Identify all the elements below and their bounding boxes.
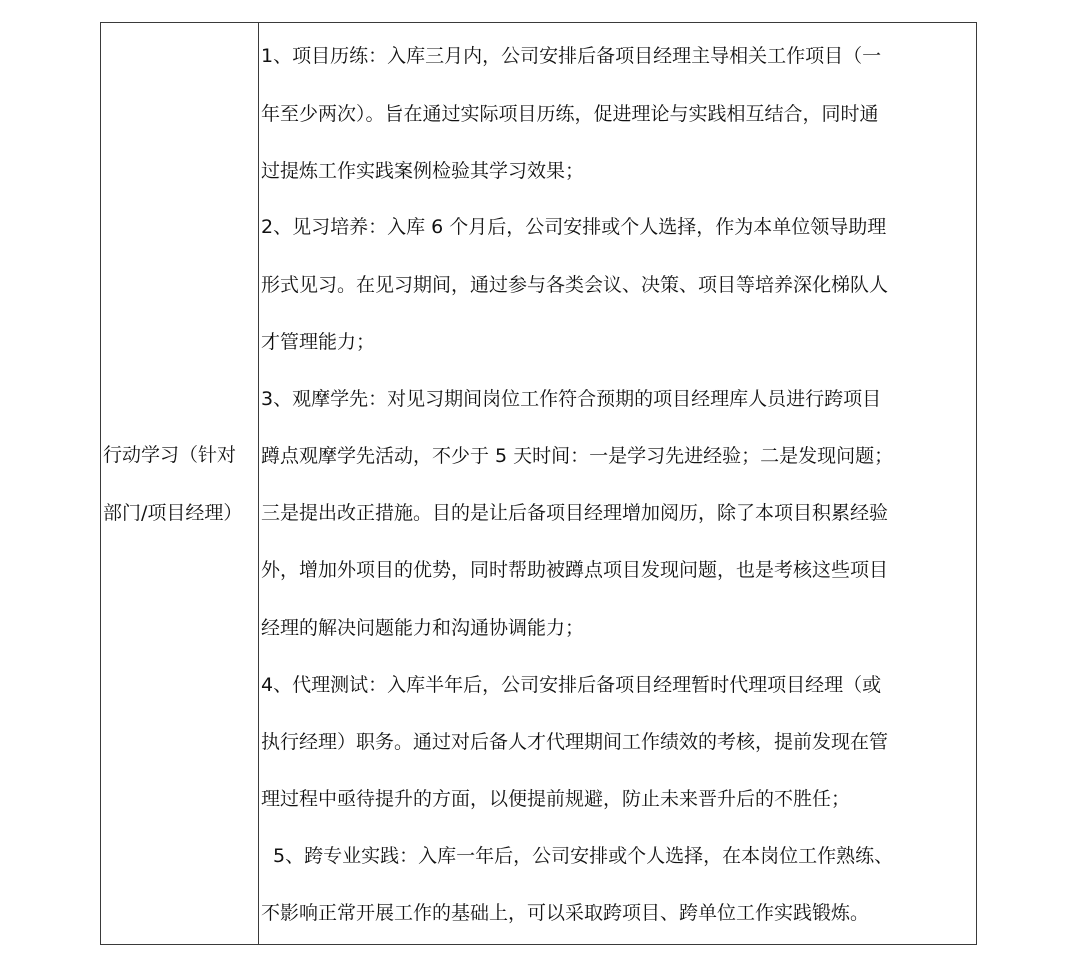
right-cell-line: 2、见习培养：入库 6 个月后，公司安排或个人选择，作为本单位领导助理 [261, 216, 887, 238]
right-cell-line: 经理的解决问题能力和沟通协调能力； [261, 617, 585, 639]
right-cell [259, 23, 977, 944]
right-cell-line: 5、跨专业实践：入库一年后，公司安排或个人选择，在本岗位工作熟练、 [273, 845, 894, 867]
right-cell-line: 年至少两次）。旨在通过实际项目历练，促进理论与实践相互结合，同时通 [261, 103, 879, 125]
right-cell-line: 不影响正常开展工作的基础上，可以采取跨项目、跨单位工作实践锻炼。 [261, 902, 870, 924]
right-cell-line: 3、观摩学先：对见习期间岗位工作符合预期的项目经理库人员进行跨项目 [261, 388, 882, 410]
right-cell-line: 三是提出改正措施。目的是让后备项目经理增加阅历，除了本项目积累经验 [261, 502, 889, 524]
right-cell-line: 4、代理测试：入库半年后，公司安排后备项目经理暂时代理项目经理（或 [261, 674, 882, 696]
right-cell-line: 外，增加外项目的优势，同时帮助被蹲点项目发现问题，也是考核这些项目 [261, 559, 889, 581]
left-cell-line-2: 部门/项目经理） [103, 502, 243, 524]
left-cell [101, 23, 258, 944]
right-cell-line: 才管理能力； [261, 331, 376, 353]
right-cell-line: 执行经理）职务。通过对后备人才代理期间工作绩效的考核，提前发现在管 [261, 731, 889, 753]
right-cell-line: 形式见习。在见习期间，通过参与各类会议、决策、项目等培养深化梯队人 [261, 274, 889, 296]
right-cell-line: 过提炼工作实践案例检验其学习效果； [261, 160, 585, 182]
right-cell-line: 理过程中亟待提升的方面，以便提前规避，防止未来晋升后的不胜任； [261, 788, 851, 810]
content-table [100, 22, 977, 945]
right-cell-line: 蹲点观摩学先活动，不少于 5 天时间：一是学习先进经验；二是发现问题； [261, 445, 894, 467]
right-cell-line: 1、项目历练：入库三月内，公司安排后备项目经理主导相关工作项目（一 [261, 45, 882, 67]
left-cell-line-1: 行动学习（针对 [103, 444, 237, 466]
